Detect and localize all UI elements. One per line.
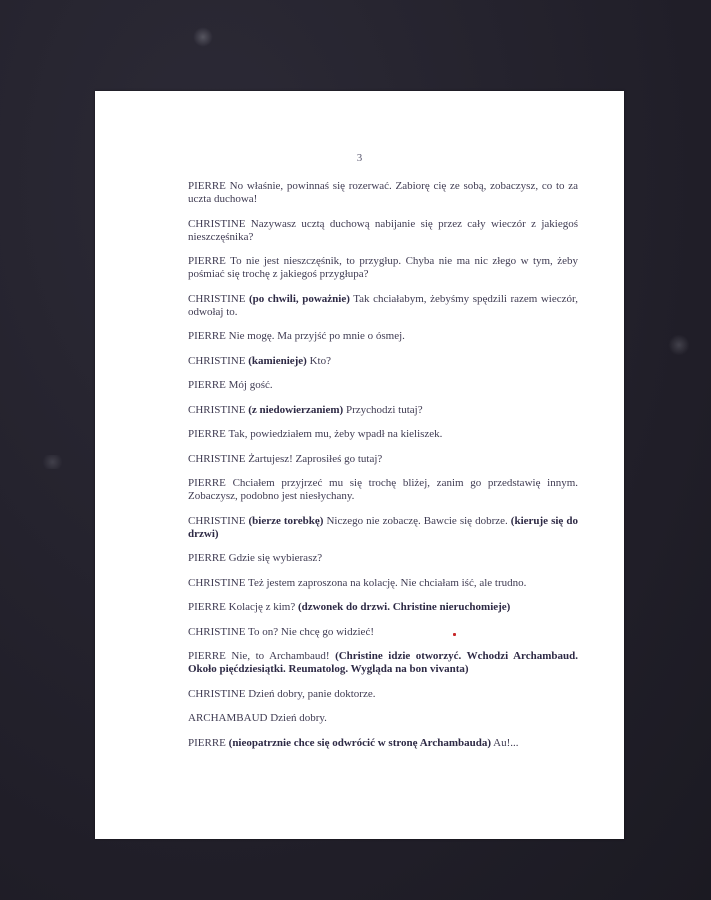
- speaker-name: PIERRE: [188, 477, 226, 489]
- dialogue-paragraph: [188, 428, 578, 441]
- stage-direction: (kieruje się do drzwi): [188, 514, 578, 540]
- dialogue-text: Dzień dobry.: [267, 712, 327, 724]
- speaker-name: ARCHAMBAUD: [188, 712, 268, 724]
- speaker-name: PIERRE: [188, 255, 226, 267]
- speaker-name: PIERRE: [188, 379, 226, 391]
- stage-direction: (z niedowierzaniem): [245, 403, 344, 416]
- dialogue-text: Gdzie się wybierasz?: [225, 552, 323, 564]
- dialogue-paragraph: [188, 218, 578, 244]
- dialogue-paragraph: [188, 712, 578, 725]
- speaker-name: CHRISTINE: [188, 514, 246, 527]
- dialogue-paragraph: [188, 330, 578, 343]
- stage-direction: (Christine idzie otworzyć. Wchodzi Archambaud. Około pięćdziesiątki. Reumatolog. Wygląda na bon vivanta): [188, 650, 578, 675]
- speaker-name: PIERRE: [188, 180, 226, 192]
- dialogue-text: Tak chciałabym, żebyśmy spędzili razem wieczór, odwołaj to.: [188, 292, 578, 318]
- stage-direction: (po chwili, poważnie): [245, 292, 350, 305]
- dialogue-text: Nie mogę. Ma przyjść po mnie o ósmej.: [225, 330, 405, 342]
- dialogue-text: No właśnie, powinnaś się rozerwać. Zabiorę cię ze sobą, zobaczysz, co to za uczta duchowa!: [188, 180, 578, 205]
- speaker-name: CHRISTINE: [188, 217, 246, 230]
- dust-mark: [40, 455, 65, 469]
- speaker-name: CHRISTINE: [188, 576, 246, 589]
- speaker-name: PIERRE: [188, 601, 226, 613]
- dialogue-text: Nie, to Archambaud!: [225, 650, 336, 662]
- dialogue-text: Au!...: [491, 736, 519, 749]
- dialogue-paragraph: [188, 577, 578, 590]
- stage-direction: (kamienieje): [245, 354, 307, 367]
- dialogue-paragraph: [188, 515, 578, 541]
- speaker-name: PIERRE: [188, 552, 226, 564]
- script-body: [188, 180, 578, 761]
- stage-direction: (dzwonek do drzwi. Christine nieruchomieje): [298, 601, 511, 613]
- dialogue-text: Kto?: [306, 354, 331, 367]
- dialogue-text: To nie jest nieszczęśnik, to przygłup. Chyba nie ma nic złego w tym, żeby pośmiać się trochę z jakiegoś przygłupa?: [188, 255, 578, 280]
- dialogue-text: Przychodzi tutaj?: [343, 403, 423, 416]
- dialogue-paragraph: [188, 552, 578, 565]
- dust-mark: [193, 27, 213, 47]
- dialogue-text: Też jestem zaproszona na kolację. Nie chciałam iść, ale trudno.: [245, 576, 527, 589]
- dialogue-text: Tak, powiedziałem mu, żeby wpadł na kieliszek.: [225, 428, 443, 440]
- dialogue-paragraph: [188, 650, 578, 676]
- stage-direction: (nieopatrznie chce się odwrócić w stronę Archambauda): [225, 736, 491, 749]
- dialogue-paragraph: [188, 453, 578, 466]
- dialogue-paragraph: [188, 180, 578, 206]
- dialogue-paragraph: [188, 379, 578, 392]
- dialogue-paragraph: [188, 293, 578, 319]
- dialogue-paragraph: [188, 688, 578, 701]
- dialogue-text: Żartujesz! Zaprosiłeś go tutaj?: [245, 452, 383, 465]
- dialogue-paragraph: [188, 255, 578, 281]
- dialogue-paragraph: [188, 737, 578, 750]
- speaker-name: CHRISTINE: [188, 292, 246, 305]
- speaker-name: CHRISTINE: [188, 452, 246, 465]
- speaker-name: PIERRE: [188, 330, 226, 342]
- dialogue-text: Mój gość.: [225, 379, 273, 391]
- stage-direction: (bierze torebkę): [245, 514, 324, 527]
- dialogue-paragraph: [188, 404, 578, 417]
- document-page: [95, 91, 624, 839]
- speaker-name: CHRISTINE: [188, 625, 246, 638]
- speaker-name: PIERRE: [188, 736, 226, 749]
- ink-speck: [453, 633, 456, 636]
- dialogue-paragraph: [188, 355, 578, 368]
- speaker-name: CHRISTINE: [188, 687, 246, 700]
- page-number: 3: [356, 152, 363, 164]
- speaker-name: CHRISTINE: [188, 403, 246, 416]
- speaker-name: PIERRE: [188, 650, 226, 662]
- dialogue-text: Chciałem przyjrzeć mu się trochę bliżej, zanim go przedstawię innym. Zobaczysz, podobno jest niesłychany.: [188, 477, 578, 502]
- dialogue-paragraph: [188, 601, 578, 614]
- dialogue-text: Dzień dobry, panie doktorze.: [245, 687, 376, 700]
- dialogue-text: Niczego nie zobaczę. Bawcie się dobrze.: [323, 514, 511, 527]
- dust-mark: [668, 335, 690, 355]
- speaker-name: PIERRE: [188, 428, 226, 440]
- dialogue-text: Kolację z kim?: [225, 601, 298, 613]
- dialogue-text: To on? Nie chcę go widzieć!: [245, 625, 374, 638]
- dialogue-paragraph: [188, 477, 578, 503]
- dialogue-paragraph: [188, 626, 578, 639]
- dialogue-text: Nazywasz ucztą duchową nabijanie się przez cały wieczór z jakiegoś nieszczęśnika?: [188, 217, 578, 243]
- speaker-name: CHRISTINE: [188, 354, 246, 367]
